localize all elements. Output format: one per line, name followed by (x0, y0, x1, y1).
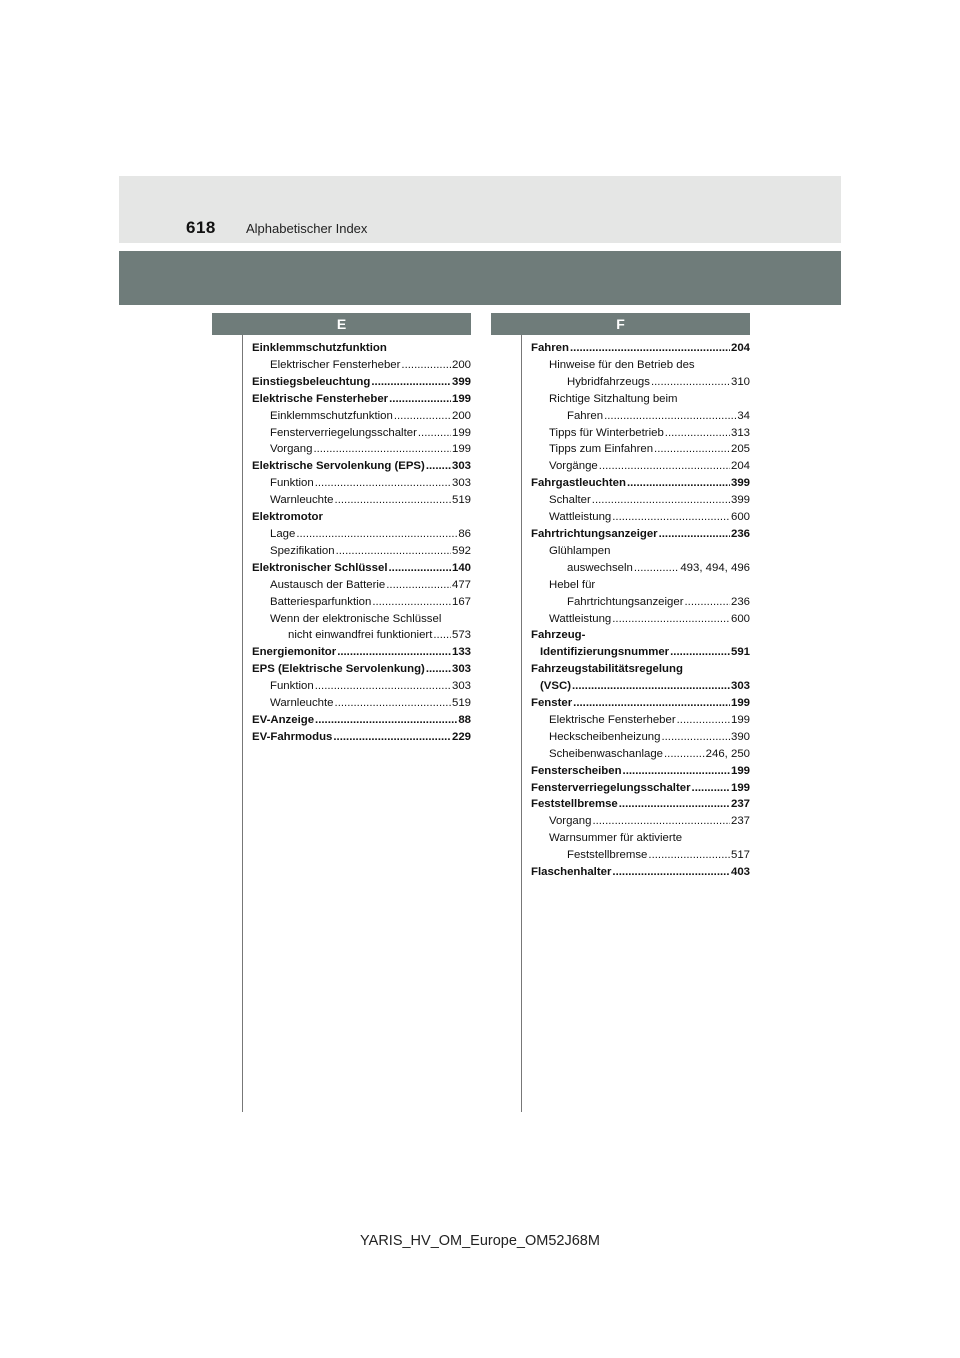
index-entry-term: Elektrische Fensterheber (252, 392, 389, 405)
index-entry-page: 592 (451, 544, 471, 557)
index-entry-page: 399 (730, 477, 750, 490)
leader-dots (426, 661, 451, 678)
index-entry (531, 644, 750, 661)
index-entry-page: 200 (451, 409, 471, 422)
index-entry-term: Elektronischer Schlüssel (252, 561, 388, 574)
index-entry-term: Austausch der Batterie (270, 578, 386, 591)
index-entry (252, 560, 471, 577)
index-entry (531, 374, 750, 391)
index-entry-page: 303 (730, 680, 750, 693)
index-entry-term: Hybridfahrzeugs (567, 375, 650, 388)
index-entry (531, 763, 750, 780)
index-entry (252, 340, 471, 357)
index-entry (252, 526, 471, 543)
header-band (119, 176, 841, 243)
index-entry-page: 519 (451, 494, 471, 507)
index-entry-page: 237 (730, 798, 750, 811)
leader-dots (599, 458, 730, 475)
leader-dots (315, 678, 451, 695)
index-entry-term: Energiemonitor (252, 646, 337, 659)
index-entry-term: Wattleistung (549, 612, 612, 625)
leader-dots (572, 678, 730, 695)
index-entry-term: Elektrischer Fensterheber (270, 358, 401, 371)
index-entry-page: 86 (458, 527, 471, 540)
index-entry (531, 441, 750, 458)
index-entry-term: Funktion (270, 477, 314, 490)
index-entry-term: Fensterverriegelungsschalter (531, 781, 691, 794)
index-column-f (531, 340, 750, 881)
index-entry-term: Elektrische Fensterheber (549, 713, 676, 726)
index-entry-term: Warnsummer für aktivierte (549, 832, 683, 845)
index-entry (531, 475, 750, 492)
index-entry (531, 340, 750, 357)
index-entry (252, 577, 471, 594)
index-entry-page: 493, 494, 496 (680, 561, 750, 574)
leader-dots (619, 796, 730, 813)
index-entry-page: 205 (730, 443, 750, 456)
index-entry-page: 519 (451, 697, 471, 710)
index-entry-page: 199 (730, 713, 750, 726)
index-entry (531, 712, 750, 729)
leader-dots (315, 475, 451, 492)
index-entry (252, 611, 471, 628)
leader-dots (296, 526, 457, 543)
column-divider-f (521, 335, 522, 1112)
index-entry-term: EV-Fahrmodus (252, 730, 333, 743)
index-entry (252, 425, 471, 442)
index-entry (531, 560, 750, 577)
page-number: 618 (186, 218, 216, 237)
leader-dots (333, 729, 451, 746)
index-entry-term: Elektromotor (252, 511, 323, 524)
index-entry-term: Fahrtrichtungsanzeiger (567, 595, 684, 608)
leader-dots (426, 458, 451, 475)
index-entry-term: Flaschenhalter (531, 866, 612, 879)
index-entry-term: Fensterverriegelungsschalter (270, 426, 417, 439)
leader-dots (612, 611, 730, 628)
index-entry (531, 627, 750, 644)
index-entry (531, 492, 750, 509)
index-entry (531, 577, 750, 594)
index-entry (252, 509, 471, 526)
index-entry (531, 458, 750, 475)
index-column-e (252, 340, 471, 746)
leader-dots (685, 594, 730, 611)
index-entry (252, 678, 471, 695)
index-entry-page: 199 (730, 781, 750, 794)
leader-dots (623, 763, 730, 780)
index-entry-term: Batteriesparfunktion (270, 595, 372, 608)
index-entry-page: 140 (451, 561, 471, 574)
index-entry-term: Fahrtrichtungsanzeiger (531, 527, 658, 540)
index-entry-term: Einstiegsbeleuchtung (252, 375, 371, 388)
index-entry (531, 408, 750, 425)
leader-dots (677, 712, 730, 729)
leader-dots (570, 340, 730, 357)
leader-dots (389, 391, 451, 408)
leader-dots (433, 627, 451, 644)
index-entry (531, 746, 750, 763)
leader-dots (592, 492, 730, 509)
index-entry (252, 374, 471, 391)
index-entry-term: Richtige Sitzhaltung beim (549, 392, 678, 405)
index-entry-term: Fahrzeug- (531, 629, 586, 642)
index-entry-term: Einklemmschutzfunktion (270, 409, 393, 422)
leader-dots (612, 864, 730, 881)
leader-dots (659, 526, 730, 543)
leader-dots (648, 847, 730, 864)
index-entry (252, 712, 471, 729)
leader-dots (573, 695, 730, 712)
index-entry-page: 303 (451, 663, 471, 676)
column-divider-e (242, 335, 243, 1112)
index-entry (531, 695, 750, 712)
leader-dots (661, 729, 730, 746)
index-entry-term: Lage (270, 527, 296, 540)
index-entry-term: Vorgänge (549, 460, 598, 473)
index-entry-page: 167 (451, 595, 471, 608)
index-entry (531, 526, 750, 543)
leader-dots (665, 425, 730, 442)
leader-dots (372, 594, 451, 611)
index-entry-term: EV-Anzeige (252, 713, 315, 726)
index-entry-page: 229 (451, 730, 471, 743)
index-entry (252, 357, 471, 374)
index-entry-term: (VSC) (540, 680, 572, 693)
leader-dots (401, 357, 451, 374)
index-entry-term: Hinweise für den Betrieb des (549, 358, 695, 371)
index-entry-term: Vorgang (549, 815, 592, 828)
index-entry (531, 509, 750, 526)
index-entry-term: Fahren (567, 409, 604, 422)
index-entry-term: Tipps für Winterbetrieb (549, 426, 664, 439)
index-entry (531, 543, 750, 560)
index-entry (531, 780, 750, 797)
index-entry-term: Wenn der elektronische Schlüssel (270, 612, 442, 625)
leader-dots (388, 560, 451, 577)
index-entry-page: 600 (730, 511, 750, 524)
index-entry-term: Fensterscheiben (531, 764, 622, 777)
index-entry-term: Spezifikation (270, 544, 335, 557)
index-entry (531, 830, 750, 847)
index-entry-term: Tipps zum Einfahren (549, 443, 654, 456)
index-entry-term: Fahren (531, 342, 569, 354)
index-entry (252, 594, 471, 611)
leader-dots (592, 813, 730, 830)
index-entry-page: 199 (730, 697, 750, 710)
index-entry (252, 458, 471, 475)
index-entry-page: 600 (730, 612, 750, 625)
index-entry-term: Identifizierungsnummer (540, 646, 670, 659)
index-entry-page: 199 (451, 392, 471, 405)
index-entry-term: Hebel für (549, 578, 596, 591)
index-entry (531, 729, 750, 746)
section-tab-f: F (491, 313, 750, 335)
index-entry-page: 303 (451, 477, 471, 490)
index-entry-term: Warnleuchte (270, 494, 334, 507)
index-entry-page: 310 (730, 375, 750, 388)
index-entry (252, 543, 471, 560)
index-entry-page: 236 (730, 595, 750, 608)
leader-dots (335, 695, 451, 712)
index-entry-page: 133 (451, 646, 471, 659)
index-entry-term: Fahrzeugstabilitätsregelung (531, 663, 683, 676)
index-entry-page: 573 (451, 629, 471, 642)
page-title: Alphabetischer Index (246, 221, 368, 236)
index-entry (252, 391, 471, 408)
index-entry (531, 357, 750, 374)
index-entry (531, 594, 750, 611)
leader-dots (394, 408, 451, 425)
index-entry (531, 611, 750, 628)
index-entry-page: 199 (730, 764, 750, 777)
index-entry (531, 796, 750, 813)
leader-dots (670, 644, 730, 661)
leader-dots (336, 543, 451, 560)
index-entry-page: 477 (451, 578, 471, 591)
index-entry-term: auswechseln (567, 561, 633, 574)
leader-dots (418, 425, 451, 442)
index-entry-page: 399 (451, 375, 471, 388)
leader-dots (654, 441, 730, 458)
index-entry (252, 475, 471, 492)
leader-dots (664, 746, 705, 763)
leader-dots (612, 509, 730, 526)
index-entry (531, 661, 750, 678)
index-entry-page: 403 (730, 866, 750, 879)
index-entry-page: 246, 250 (705, 747, 750, 760)
index-entry (252, 408, 471, 425)
index-entry (531, 847, 750, 864)
leader-dots (337, 644, 451, 661)
index-entry-page: 34 (737, 409, 750, 422)
index-entry-page: 88 (458, 713, 471, 726)
index-entry-page: 303 (451, 460, 471, 473)
index-entry (252, 441, 471, 458)
index-entry (252, 492, 471, 509)
index-entry-page: 303 (451, 680, 471, 693)
index-entry-term: Heckscheibenheizung (549, 730, 661, 743)
index-entry-term: Warnleuchte (270, 697, 334, 710)
index-entry-page: 313 (730, 426, 750, 439)
leader-dots (634, 560, 679, 577)
index-entry (531, 864, 750, 881)
index-entry-term: EPS (Elektrische Servolenkung) (252, 663, 425, 676)
index-entry (252, 729, 471, 746)
section-tab-e: E (212, 313, 471, 335)
index-entry-term: nicht einwandfrei funktioniert (288, 629, 433, 642)
index-entry-term: Glühlampen (549, 544, 611, 557)
index-entry-page: 237 (730, 815, 750, 828)
index-entry-term: Fahrgastleuchten (531, 477, 626, 490)
index-entry-term: Scheibenwaschanlage (549, 747, 663, 760)
index-entry-term: Vorgang (270, 443, 313, 456)
index-entry-page: 199 (451, 426, 471, 439)
leader-dots (692, 780, 730, 797)
index-entry-term: Feststellbremse (567, 849, 648, 862)
index-entry-page: 390 (730, 730, 750, 743)
leader-dots (386, 577, 451, 594)
leader-dots (313, 441, 451, 458)
index-entry-page: 236 (730, 527, 750, 540)
index-entry (252, 644, 471, 661)
index-entry (531, 678, 750, 695)
document-id: YARIS_HV_OM_Europe_OM52J68M (360, 1233, 600, 1249)
index-entry-page: 517 (730, 849, 750, 862)
leader-dots (371, 374, 451, 391)
index-entry-page: 204 (730, 460, 750, 473)
index-entry-term: Einklemmschutzfunktion (252, 342, 387, 354)
leader-dots (604, 408, 736, 425)
index-entry (531, 425, 750, 442)
index-entry-page: 399 (730, 494, 750, 507)
index-entry-term: Wattleistung (549, 511, 612, 524)
index-entry (252, 695, 471, 712)
index-entry-term: Feststellbremse (531, 798, 618, 811)
leader-dots (315, 712, 457, 729)
index-entry (531, 391, 750, 408)
index-entry (252, 661, 471, 678)
index-entry-page: 199 (451, 443, 471, 456)
index-entry-page: 591 (730, 646, 750, 659)
index-entry-term: Funktion (270, 680, 314, 693)
index-entry (252, 627, 471, 644)
leader-dots (335, 492, 451, 509)
index-entry (531, 813, 750, 830)
index-entry-term: Fenster (531, 697, 573, 710)
leader-dots (627, 475, 730, 492)
index-entry-page: 204 (730, 342, 750, 354)
section-banner (119, 251, 841, 305)
leader-dots (651, 374, 730, 391)
index-entry-term: Elektrische Servolenkung (EPS) (252, 460, 425, 473)
index-entry-term: Schalter (549, 494, 591, 507)
index-entry-page: 200 (451, 358, 471, 371)
